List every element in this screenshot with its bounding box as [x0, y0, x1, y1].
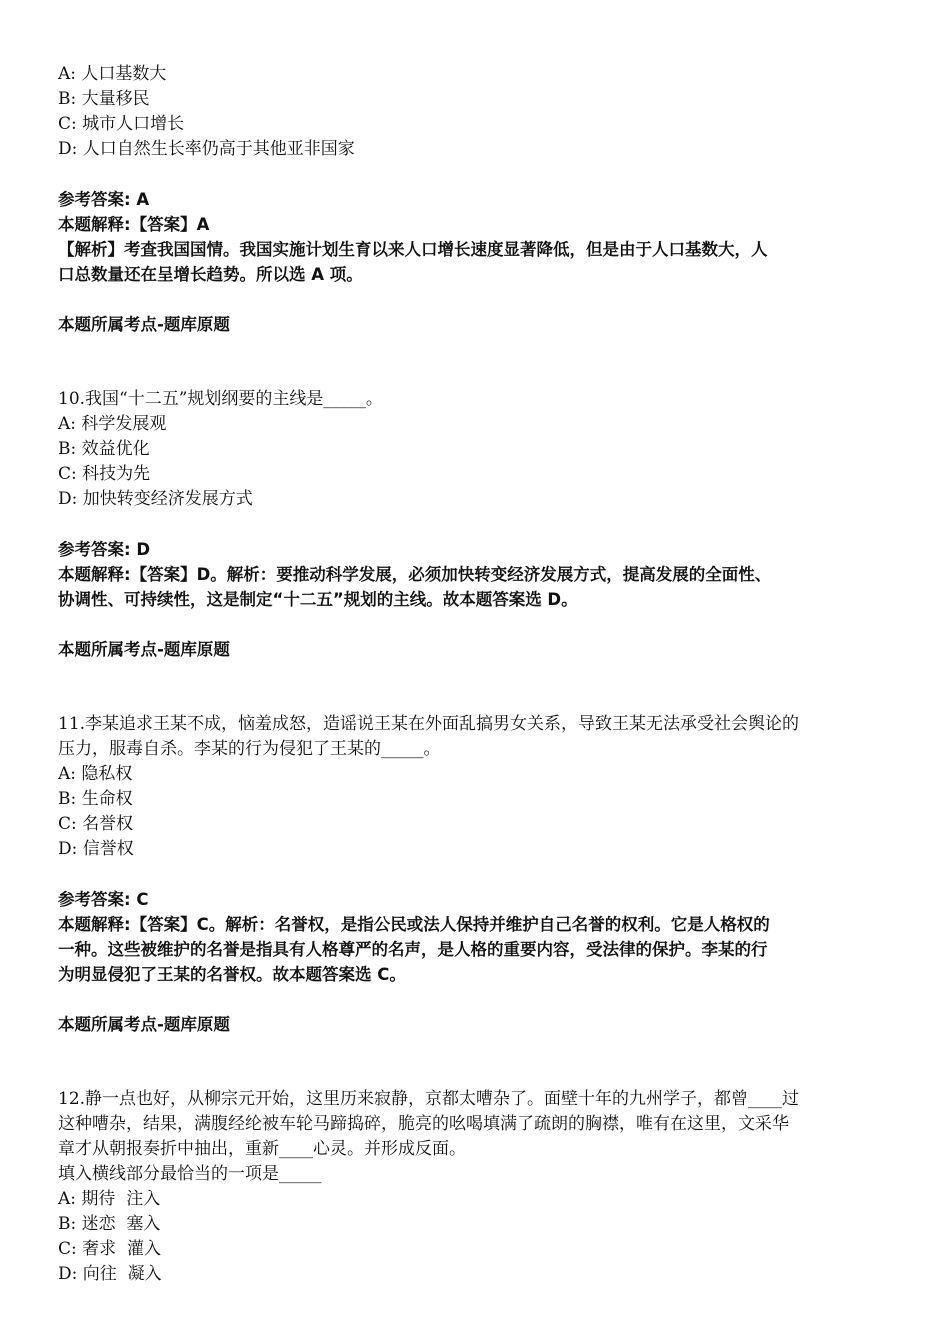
knowledge-point: 本题所属考点-题库原题	[58, 640, 230, 659]
question-stem: 压力，服毒自杀。李某的行为侵犯了王某的_____。	[58, 739, 441, 759]
option-b: B: 大量移民	[58, 89, 150, 109]
option-d: D: 加快转变经济发展方式	[58, 489, 253, 509]
explanation-line: 本题解释:【答案】D。解析：要推动科学发展，必须加快转变经济发展方式，提高发展的全面性、	[58, 565, 772, 584]
explanation-line: 一种。这些被维护的名誉是指具有人格尊严的名声，是人格的重要内容，受法律的保护。李某的行	[58, 940, 768, 959]
option-b: B: 迷恋 塞入	[58, 1214, 161, 1234]
explanation-line: 本题解释:【答案】A	[58, 215, 210, 234]
option-a: A: 人口基数大	[58, 64, 167, 84]
knowledge-point: 本题所属考点-题库原题	[58, 1015, 230, 1034]
question-stem: 章才从朝报奏折中抽出，重新____心灵。并形成反面。	[58, 1139, 466, 1159]
option-a: A: 科学发展观	[58, 414, 167, 434]
question-stem: 11.李某追求王某不成，恼羞成怒，造谣说王某在外面乱搞男女关系，导致王某无法承受社会舆论的	[58, 714, 800, 734]
question-prompt: 填入横线部分最恰当的一项是_____	[58, 1164, 322, 1184]
answer-line: 参考答案: D	[58, 540, 151, 559]
option-c: C: 科技为先	[58, 464, 151, 484]
option-a: A: 期待 注入	[58, 1189, 161, 1209]
explanation-line: 为明显侵犯了王某的名誉权。故本题答案选 C。	[58, 965, 406, 984]
question-11	[58, 712, 894, 1037]
option-b: B: 生命权	[58, 789, 133, 809]
option-d: D: 信誉权	[58, 839, 134, 859]
option-c: C: 名誉权	[58, 814, 134, 834]
question-9	[58, 62, 894, 337]
explanation-line: 【解析】考查我国国情。我国实施计划生育以来人口增长速度显著降低，但是由于人口基数大，人	[58, 240, 768, 259]
answer-line: 参考答案: A	[58, 190, 150, 209]
knowledge-point: 本题所属考点-题库原题	[58, 315, 230, 334]
question-12	[58, 1087, 894, 1287]
explanation-line: 本题解释:【答案】C。解析：名誉权，是指公民或法人保持并维护自己名誉的权利。它是人格权的	[58, 915, 770, 934]
document-page	[58, 62, 894, 1287]
question-10	[58, 387, 894, 662]
answer-line: 参考答案: C	[58, 890, 149, 909]
option-a: A: 隐私权	[58, 764, 133, 784]
option-c: C: 奢求 灌入	[58, 1239, 161, 1259]
question-stem: 这种嘈杂，结果，满腹经纶被车轮马蹄捣碎，脆亮的吆喝填满了疏朗的胸襟，唯有在这里，文采华	[58, 1114, 789, 1134]
option-c: C: 城市人口增长	[58, 114, 185, 134]
question-stem: 12.静一点也好，从柳宗元开始，这里历来寂静，京都太嘈杂了。面壁十年的九州学子，都曾____过	[58, 1089, 800, 1109]
question-stem: 10.我国“十二五”规划纲要的主线是_____。	[58, 389, 383, 409]
explanation-line: 协调性、可持续性，这是制定“十二五”规划的主线。故本题答案选 D。	[58, 590, 578, 609]
option-b: B: 效益优化	[58, 439, 150, 459]
option-d: D: 人口自然生长率仍高于其他亚非国家	[58, 139, 355, 159]
explanation-line: 口总数量还在呈增长趋势。所以选 A 项。	[58, 265, 363, 284]
option-d: D: 向往 凝入	[58, 1264, 162, 1284]
